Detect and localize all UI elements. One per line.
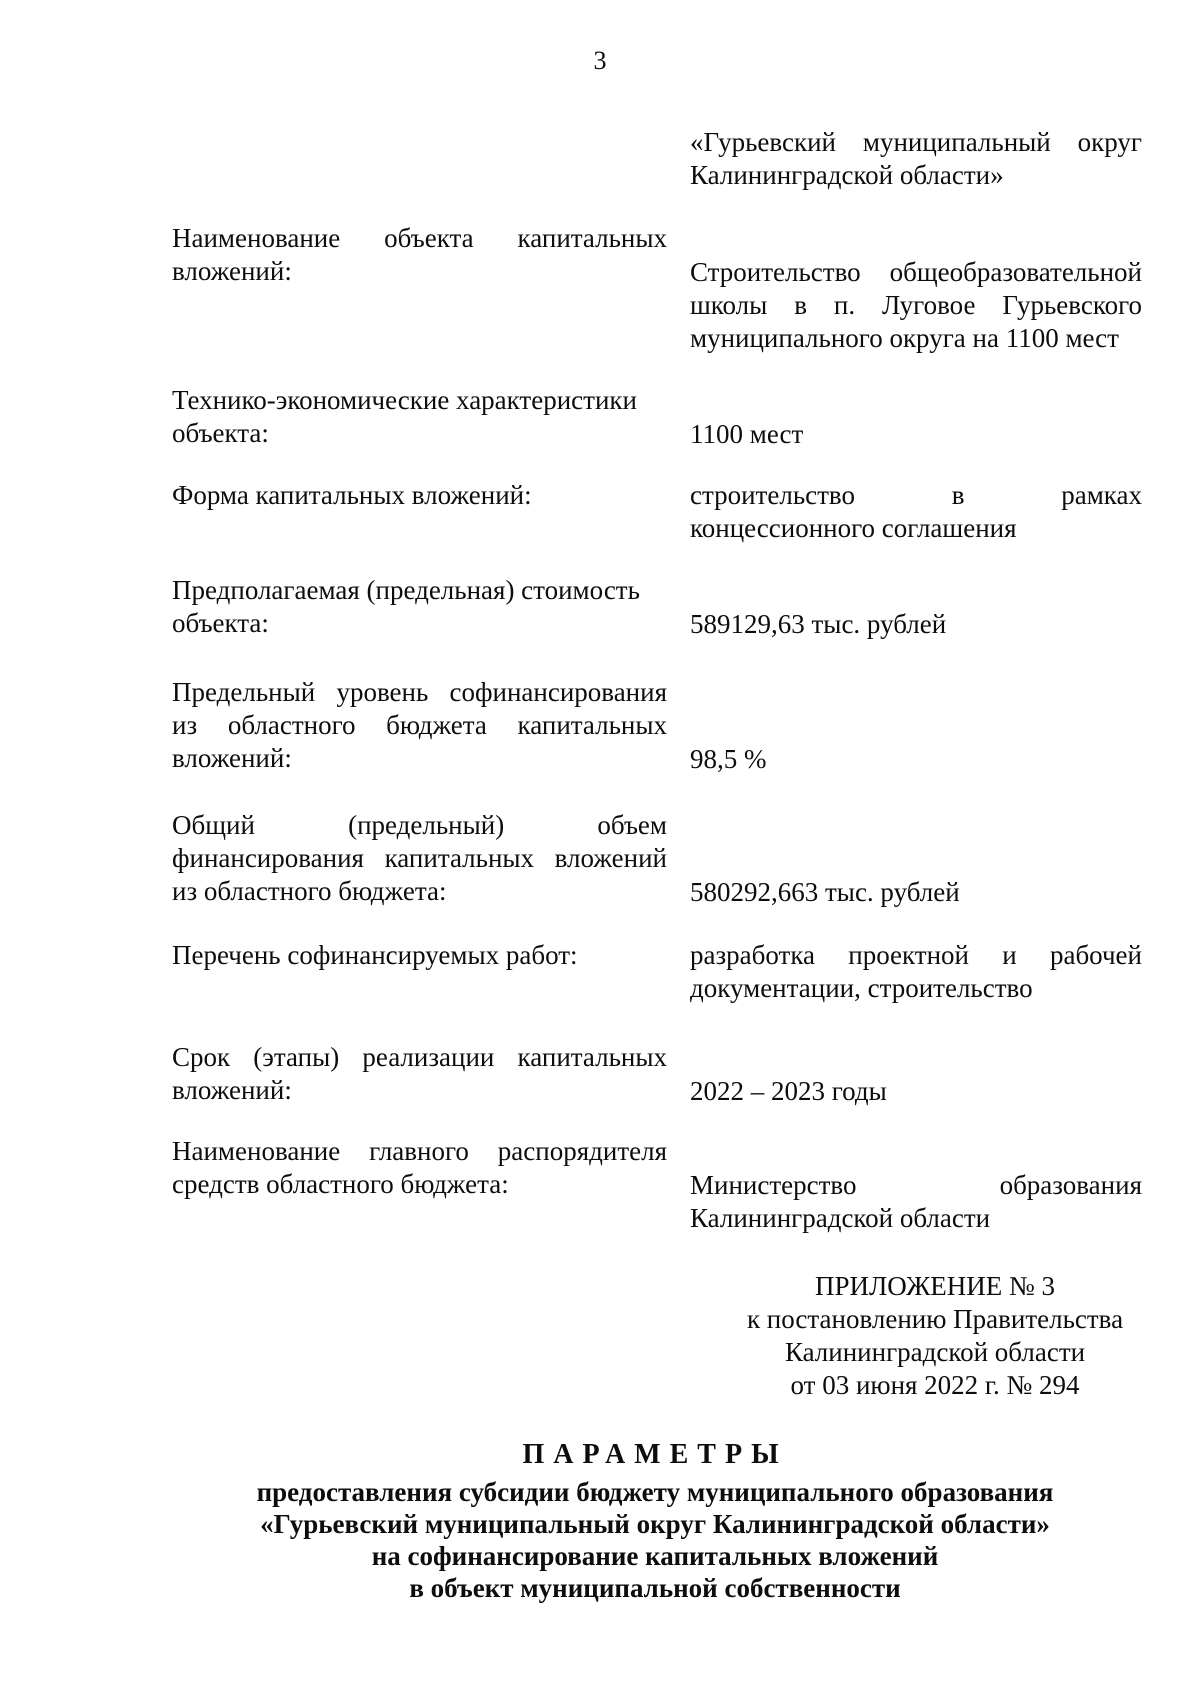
row-total-volume-value: [690, 876, 1142, 909]
row-characteristics-label: [172, 384, 667, 450]
row-characteristics-value: [690, 418, 1142, 451]
top-continuation: [690, 126, 1142, 192]
row-administrator-value: [690, 1169, 1142, 1235]
row-period-label: [172, 1041, 667, 1107]
row-administrator-label: [172, 1135, 667, 1201]
row-investment-form-label: [172, 479, 667, 512]
value-line: муниципального округа на 1100 мест: [690, 323, 1119, 353]
label-line: вложений:: [172, 1075, 292, 1105]
value-line: Министерство образования: [690, 1170, 1142, 1200]
appendix-header: [640, 1270, 1200, 1402]
row-works-list-label: [172, 939, 667, 972]
top-continuation-line-1: «Гурьевский муниципальный округ: [690, 127, 1142, 157]
row-estimated-cost-label: [172, 574, 667, 640]
section-title-line-3: на софинансирование капитальных вложений: [371, 1541, 939, 1571]
appendix-region: Калининградской области: [784, 1337, 1086, 1367]
label-line: объекта:: [172, 418, 269, 448]
label-line: из областного бюджета капитальных: [172, 710, 667, 740]
row-works-list-value: [690, 939, 1142, 1005]
row-object-name-label: [172, 222, 667, 288]
section-title-line-1: предоставления субсидии бюджету муниципального образования: [256, 1477, 1054, 1507]
appendix-reference: к постановлению Правительства: [746, 1304, 1124, 1334]
value-line: концессионного соглашения: [690, 513, 1017, 543]
value-line: разработка проектной и рабочей: [690, 940, 1142, 970]
label-line: объекта:: [172, 608, 269, 638]
label-line: средств областного бюджета:: [172, 1169, 509, 1199]
value-line: 1100 мест: [690, 419, 804, 449]
label-line: Срок (этапы) реализации капитальных: [172, 1042, 667, 1072]
label-line: из областного бюджета:: [172, 876, 447, 906]
value-line: 580292,663 тыс. рублей: [690, 877, 960, 907]
label-line: Перечень софинансируемых работ:: [172, 940, 578, 970]
section-title-line-4: в объект муниципальной собственности: [409, 1573, 901, 1603]
label-line: вложений:: [172, 256, 292, 286]
row-investment-form-value: [690, 479, 1142, 545]
value-line: документации, строительство: [690, 973, 1033, 1003]
label-line: Наименование главного распорядителя: [172, 1136, 667, 1166]
label-line: Наименование объекта капитальных: [172, 223, 667, 253]
row-cofinancing-level-label: [172, 676, 667, 775]
label-line: Форма капитальных вложений:: [172, 480, 532, 510]
value-line: 589129,63 тыс. рублей: [690, 609, 947, 639]
page-number: 3: [593, 46, 607, 75]
value-line: Калининградской области: [690, 1203, 991, 1233]
label-line: Предельный уровень софинансирования: [172, 677, 667, 707]
row-estimated-cost-value: [690, 608, 1142, 641]
label-line: финансирования капитальных вложений: [172, 843, 667, 873]
top-continuation-line-2: Калининградской области»: [690, 160, 1004, 190]
row-total-volume-label: [172, 809, 667, 908]
row-period-value: [690, 1075, 1142, 1108]
section-title-line-2: «Гурьевский муниципальный округ Калининградской области»: [260, 1509, 1050, 1539]
label-line: Технико-экономические характеристики: [172, 385, 637, 415]
row-object-name-value: [690, 256, 1142, 355]
appendix-date: от 03 июня 2022 г. № 294: [790, 1370, 1080, 1400]
value-line: 2022 – 2023 годы: [690, 1076, 887, 1106]
row-cofinancing-level-value: [690, 743, 1142, 776]
section-title: [0, 1438, 1200, 1604]
value-line: школы в п. Луговое Гурьевского: [690, 290, 1142, 320]
appendix-number: ПРИЛОЖЕНИЕ № 3: [814, 1271, 1056, 1301]
value-line: 98,5 %: [690, 744, 767, 774]
section-title-main: ПАРАМЕТРЫ: [522, 1439, 788, 1470]
label-line: Предполагаемая (предельная) стоимость: [172, 575, 640, 605]
value-line: строительство в рамках: [690, 480, 1142, 510]
label-line: Общий (предельный) объем: [172, 810, 667, 840]
label-line: вложений:: [172, 743, 292, 773]
value-line: Строительство общеобразовательной: [690, 257, 1142, 287]
